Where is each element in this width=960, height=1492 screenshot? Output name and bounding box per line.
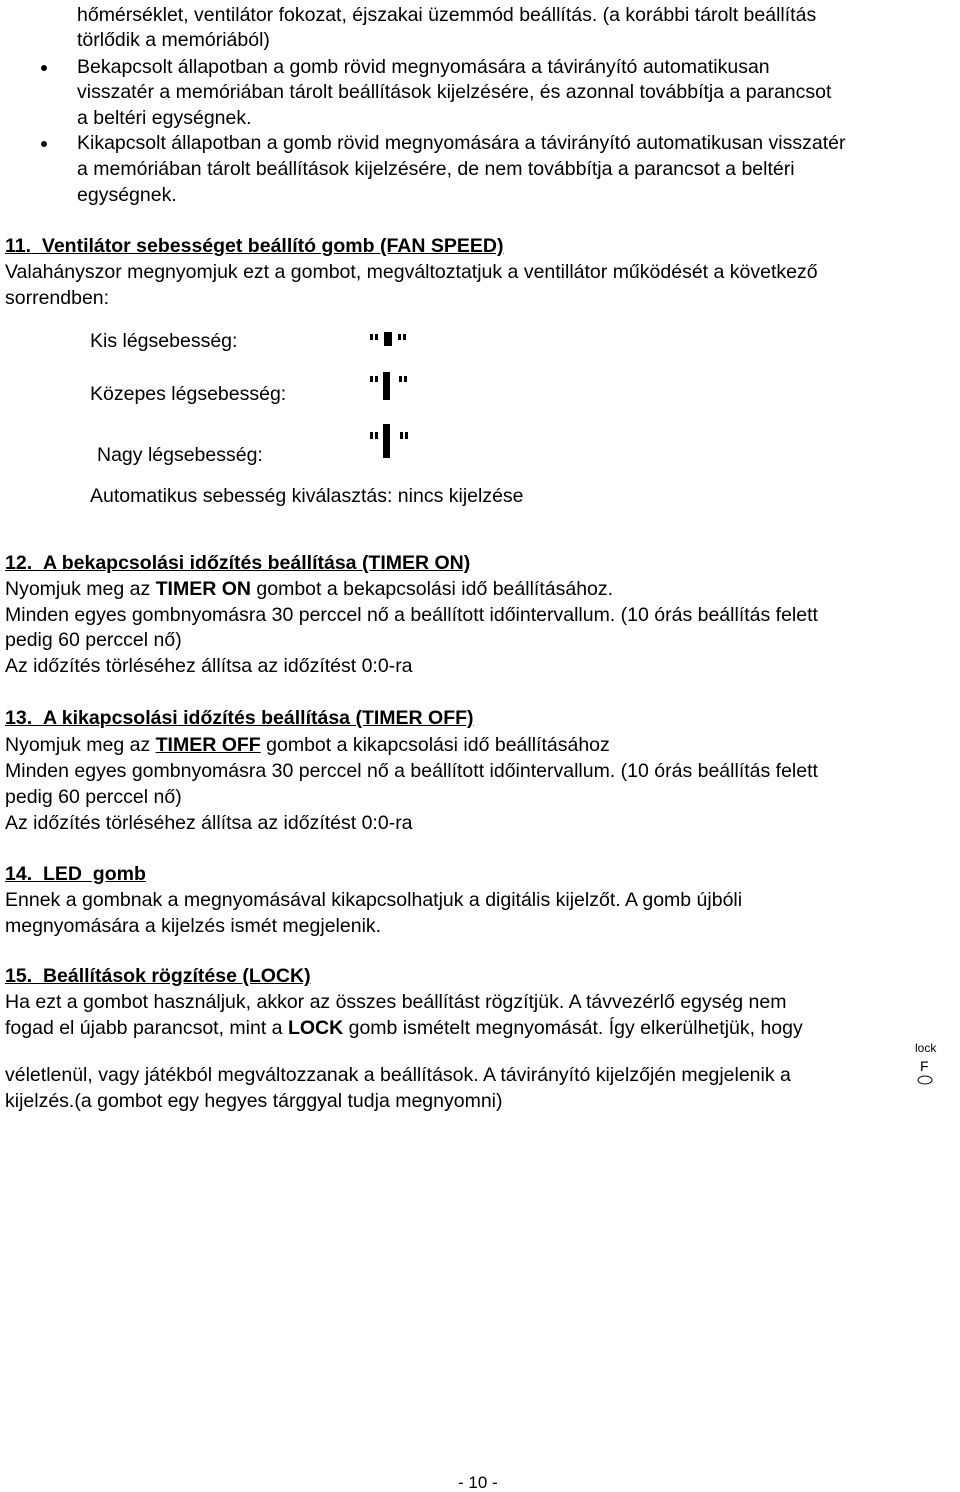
text-line: Az időzítés törléséhez állítsa az időzítést 0:0-ra [5,812,413,834]
text-line: kijelzés.(a gombot egy hegyes tárggyal tudja megnyomni) [5,1090,503,1112]
text-span: fogad el újabb parancsot, mint a [5,1017,288,1039]
key-name: TIMER ON [155,578,251,600]
fan-speed-high-label: Nagy légsebesség: [97,444,263,466]
bullet-text: egységnek. [77,184,177,206]
section-number: 15. [5,965,33,987]
section-title: A kikapcsolási időzítés beállítása (TIMER OFF) [42,707,474,729]
bullet-text: visszatér a memóriában tárolt beállítások kijelzésére, és azonnal továbbítja a parancsot [77,81,832,103]
section-number: 12. [5,552,33,574]
section-title: LED gomb [42,863,146,885]
section-number: 11. [5,235,32,257]
bullet-text: Kikapcsolt állapotban a gomb rövid megnyomására a távirányító automatikusan visszatér [77,132,846,154]
lock-icon-label: lock [915,1041,937,1055]
text-line: véletlenül, vagy játékból megváltozzanak a beállítások. A távirányító kijelzőjén megjelenik a [5,1064,791,1086]
bullet-text: a beltéri egységnek. [77,107,252,129]
section-title: Ventilátor sebességet beállító gomb (FAN SPEED) [41,235,504,257]
page-number: - 10 - [458,1473,498,1492]
text-span: Nyomjuk meg az [5,578,156,600]
section-title: Beállítások rögzítése (LOCK) [42,965,311,987]
section-heading-15 [5,967,311,987]
text-line: hőmérséklet, ventilátor fokozat, éjszakai üzemmód beállítás. (a korábbi tárolt beállítás [77,4,817,26]
section-title: A bekapcsolási időzítés beállítása (TIMER ON) [42,552,471,574]
key-name: TIMER OFF [155,734,261,756]
text-line: Minden egyes gombnyomásra 30 perccel nő a beállított időintervallum. (10 órás beállítás felett [5,604,818,626]
text-line [5,1019,803,1039]
text-line: pedig 60 perccel nő) [5,786,182,808]
text-line: törlődik a memóriából) [77,29,270,51]
text-line: Ennek a gombnak a megnyomásával kikapcsolhatjuk a digitális kijelzőt. A gomb újbóli [5,889,743,911]
bullet-dot [41,65,47,71]
text-span: gombot a kikapcsolási idő beállításához [260,734,610,756]
bullet-dot [41,141,47,147]
fan-medium-icon [370,368,410,402]
section-heading-11 [5,237,504,257]
bullet-text: Bekapcsolt állapotban a gomb rövid megnyomására a távirányító automatikusan [77,56,770,78]
section-heading-13 [5,709,474,729]
text-span: gomb ismételt megnyomását. Így elkerülhetjük, hogy [343,1017,803,1039]
text-line: pedig 60 perccel nő) [5,629,182,651]
text-line: Ha ezt a gombot használjuk, akkor az összes beállítást rögzítjük. A távvezérlő egység nem [5,991,787,1013]
fan-high-icon [370,422,412,462]
section-number: 13. [5,707,33,729]
text-line: sorrendben: [5,287,110,309]
section-heading-14 [5,865,146,885]
bullet-text: a memóriában tárolt beállítások kijelzésére, de nem továbbítja a parancsot a beltéri [77,158,795,180]
fan-low-icon [370,330,410,350]
text-span: Nyomjuk meg az [5,734,156,756]
text-line: Minden egyes gombnyomásra 30 perccel nő a beállított időintervallum. (10 órás beállítás felett [5,760,818,782]
fan-speed-medium-label: Közepes légsebesség: [90,383,287,405]
lock-glyph: F [920,1058,929,1074]
text-line: Valahányszor megnyomjuk ezt a gombot, megváltoztatjuk a ventillátor működését a következő [5,261,818,283]
section-number: 14. [5,863,33,885]
text-line [5,736,610,756]
text-line: megnyomására a kijelzés ismét megjelenik. [5,915,382,937]
lock-icon [916,1059,938,1087]
text-span: gombot a bekapcsolási idő beállításához. [250,578,614,600]
fan-speed-auto-label: Automatikus sebesség kiválasztás: nincs kijelzése [90,485,524,507]
section-heading-12 [5,554,470,574]
key-name: LOCK [287,1017,344,1039]
fan-speed-low-label: Kis légsebesség: [90,330,238,352]
text-line: Az időzítés törléséhez állítsa az időzítést 0:0-ra [5,655,413,677]
text-line [5,580,613,600]
